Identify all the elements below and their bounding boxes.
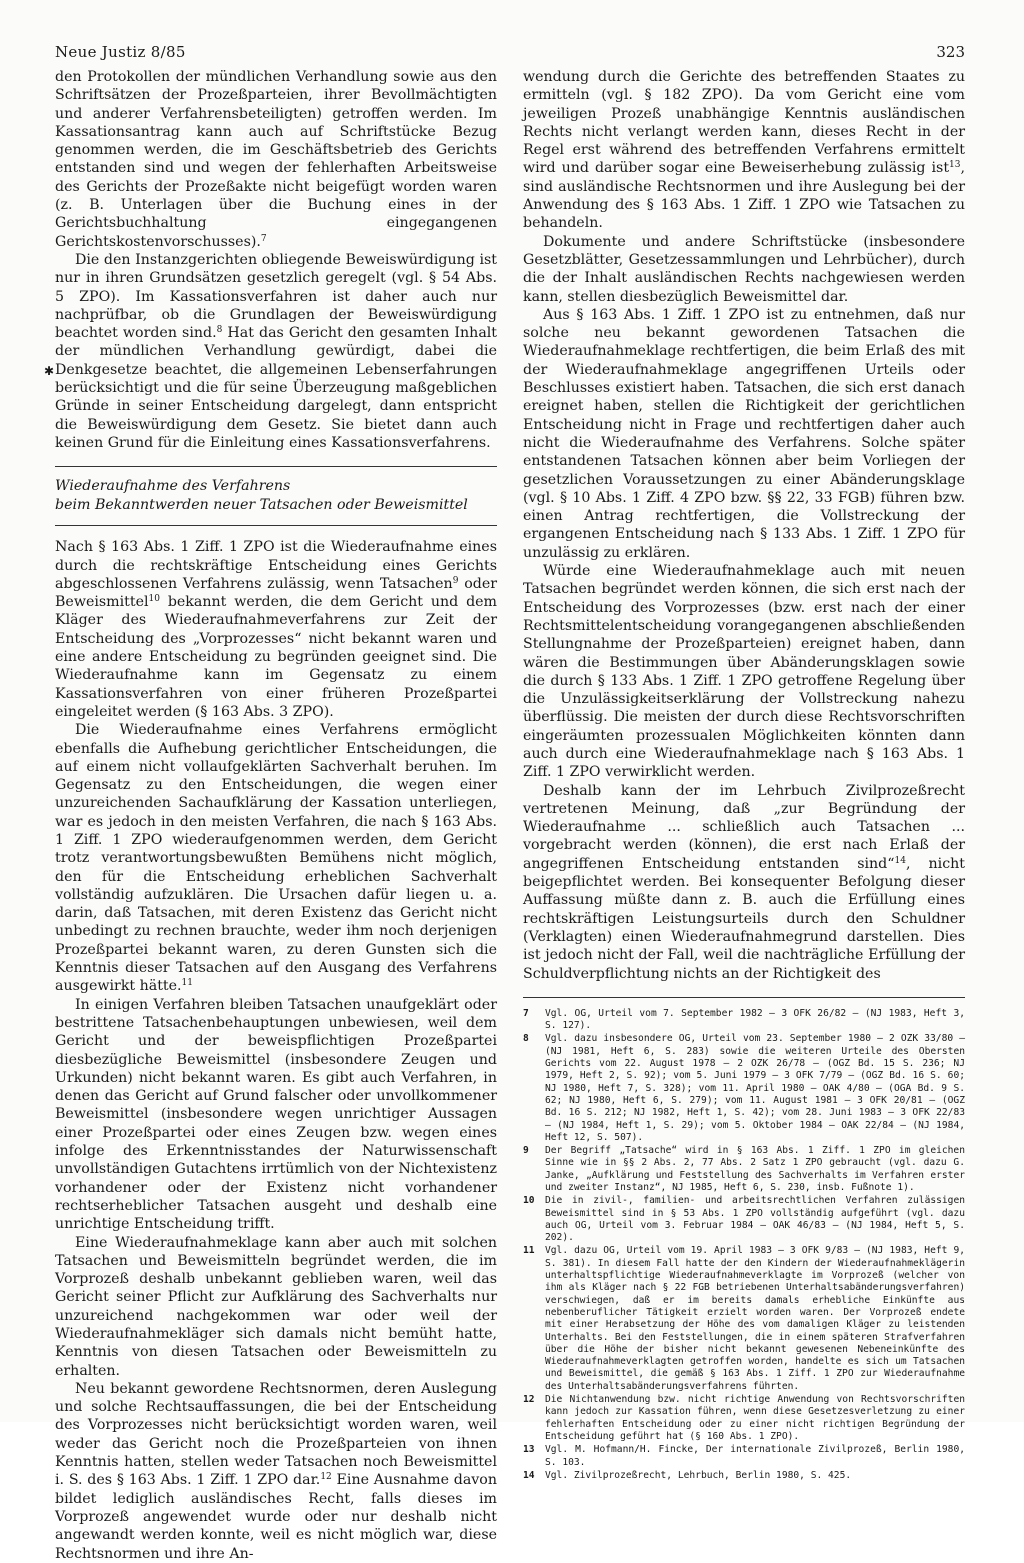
right-column (523, 68, 965, 1483)
section-heading-line: beim Bekanntwerden neuer Tatsachen oder Beweismittel (55, 497, 468, 514)
paragraph: Dokumente und andere Schriftstücke (insbesondere Gesetzblätter, Gesetzessammlungen und Lehrbücher), durch die der Inhalt ausländischen Rechts nachgewiesen werden kann, stellen diesbezüglich Beweismittel dar. (523, 233, 965, 305)
page-header (55, 43, 965, 65)
section-heading (55, 466, 497, 526)
footnote: 8 Vgl. dazu insbesondere OG, Urteil vom 23. September 1980 — 2 OZK 33/80 — (NJ 1981, Heft 6, S. 283) sowie die weiteren Urteile des Obersten Gerichts vom 22. August 1978 — 2 OZK 26/78 — (OGZ Bd. 15 S. 236; NJ 1979, Heft 2, S. 92); vom 5. Juni 1979 — 3 OFK 7/79 — (OGZ Bd. 16 S. 60; NJ 1980, Heft 7, S. 328); vom 11. April 1980 — OAK 4/80 — (OGA Bd. 9 S. 62; NJ 1980, Heft 6, S. 279); vom 11. August 1981 — 3 OFK 20/81 — (OGZ Bd. 16 S. 212; NJ 1982, Heft 1, S. 42); vom 28. Juni 1983 — 3 OFK 22/83 — (NJ 1984, Heft 1, S. 29); vom 5. Oktober 1984 — OAK 22/84 — (NJ 1984, Heft 12, S. 507). (523, 1033, 965, 1143)
paragraph: Deshalb kann der im Lehrbuch Zivilprozeßrecht vertretenen Meinung, daß „zur Begründung der Wiederaufnahme ... schließlich auch Tatsachen ... vorgebracht werden (können), die erst nach Erlaß der angegriffenen Entscheidung entstanden sind“$^{14}$, nicht beigepflichtet werden. Bei konsequenter Befolgung dieser Auffassung müßte dann z. B. auch die Erfüllung eines rechtskräftigen Leistungsurteils durch den Schuldner (Verklagten) einen Wiederaufnahmegrund darstellen. Dies ist jedoch nicht der Fall, weil die nachträgliche Erfüllung der Schuldverpflichtung nichts an der Richtigkeit des (523, 782, 965, 982)
page-number: 323 (936, 43, 965, 61)
paragraph: Aus § 163 Abs. 1 Ziff. 1 ZPO ist zu entnehmen, daß nur solche neu bekannt gewordenen Tatsachen die Wiederaufnahmeklage rechtfertigen, die beim Erlaß des mit der Wiederaufnahmeklage angegriffenen Urteils oder Beschlusses existiert haben. Tatsachen, die sich erst danach ereignet haben, stellen die Richtigkeit der gerichtlichen Entscheidung nicht in Frage und rechtfertigen daher auch nicht die Wiederaufnahme des Verfahrens. Solche später entstandenen Tatsachen können aber beim Vorliegen der gesetzlichen Voraussetzungen zu einer Abänderungsklage (vgl. § 10 Abs. 1 Ziff. 4 ZPO bzw. §§ 22, 33 FGB) führen bzw. einen Antrag rechtfertigen, die Vollstreckung der ergangenen Entscheidung nach § 133 Abs. 1 Ziff. 1 ZPO für unzulässig zu erklären. (523, 306, 965, 561)
footnote: 12 Die Nichtanwendung bzw. nicht richtige Anwendung von Rechtsvorschriften kann jedoch zur Kassation führen, wenn diese Gesetzesverletzung zu einer fehlerhaften Entscheidung oder zu einer nicht richtigen Begründung der Entscheidung geführt hat (§ 160 Abs. 1 ZPO). (523, 1394, 965, 1442)
left-column (55, 68, 497, 1563)
paragraph: den Protokollen der mündlichen Verhandlung sowie aus den Schriftsätzen der Prozeßparteien, ihrer Bevollmächtigten und anderer Verfahrensbeteiligten) getroffen werden. Im Kassationsantrag kann auch auf Schriftstücke Bezug genommen werden, die im Geschäftsbetrieb des Gerichts entstanden sind und wegen der fehlerhaften Arbeitsweise des Gerichts der Prozeßakte nicht beigefügt worden waren (z. B. Unterlagen über die Buchung eines in der Gerichtsbuchhaltung eingegangenen Gerichtskostenvorschusses).$^7$ (55, 69, 497, 250)
section-heading-line: Wiederaufnahme des Verfahrens (55, 478, 291, 495)
footnote: 10 Die in zivil-, familien- und arbeitsrechtlichen Verfahren zulässigen Beweismittel sind in § 53 Abs. 1 ZPO vollständig aufgeführt (vgl. dazu auch OG, Urteil vom 3. Februar 1984 — OAK 46/83 — (NJ 1984, Heft 5, S. 202). (523, 1195, 965, 1244)
paragraph: Nach § 163 Abs. 1 Ziff. 1 ZPO ist die Wiederaufnahme eines durch die rechtskräftige Entscheidung eines Gerichts abgeschlossenen Verfahrens zulässig, wenn Tatsachen$^9$ oder Beweismittel$^{10}$ bekannt werden, die dem Gericht und dem Kläger des Wiederaufnahmeverfahrens zur Zeit der Entscheidung des „Vorprozesses“ nicht bekannt waren und eine andere Entscheidung zu begründen geeignet sind. Die Wiederaufnahme kann im Gegensatz zu einem Kassationsverfahren von einer früheren Prozeßpartei eingeleitet werden (§ 163 Abs. 3 ZPO). (55, 539, 498, 720)
paragraph: wendung durch die Gerichte des betreffenden Staates zu ermitteln (vgl. § 182 ZPO). Da vom Gericht eine vom jeweiligen Prozeß unabhängige Kenntnis ausländischen Rechts nicht verlangt werden kann, dieses Recht in der Regel erst während des betreffenden Verfahrens ermittelt wird und darüber sogar eine Beweiserhebung zulässig ist$^{13}$, sind ausländische Rechtsnormen und ihre Auslegung bei der Anwendung des § 163 Abs. 1 Ziff. 1 ZPO wie Tatsachen zu behandeln. (523, 69, 965, 232)
margin-asterisk-mark: ✱ (44, 364, 55, 378)
paragraph: Eine Wiederaufnahmeklage kann aber auch mit solchen Tatsachen und Beweismitteln begründet werden, die im Vorprozeß deshalb unbekannt geblieben waren, weil das Gericht seiner Pflicht zur Aufklärung des Sachverhalts nur unzureichend nachgekommen war oder weil der Wiederaufnahmekläger sich damals nicht bemüht hatte, Kenntnis von diesen Tatsachen oder Beweismitteln zu erhalten. (55, 1234, 497, 1379)
footnote: 7 Vgl. OG, Urteil vom 7. September 1982 — 3 OFK 26/82 — (NJ 1983, Heft 3, S. 127). (523, 1007, 965, 1032)
paragraph: Würde eine Wiederaufnahmeklage auch mit neuen Tatsachen begründet werden können, die sich erst nach der Entscheidung des Vorprozesses (bzw. erst nach der einer Rechtsmittelentscheidung vorangegangenen abschließenden Stellungnahme der Prozeßparteien) ereignet haben, dann wären die Bestimmungen über Abänderungsklagen sowie die durch § 133 Abs. 1 Ziff. 1 ZPO getroffene Regelung über die Unzulässigkeitserklärung der Vollstreckung nahezu überflüssig. Die meisten der durch diese Rechtsvorschriften eingeräumten prozessualen Möglichkeiten könnten dann auch durch eine Wiederaufnahmeklage nach § 163 Abs. 1 Ziff. 1 ZPO verwirklicht werden. (523, 563, 965, 781)
paragraph: Neu bekannt gewordene Rechtsnormen, deren Auslegung und solche Rechtsauffassungen, die bei der Entscheidung des Vorprozesses nicht berücksichtigt worden waren, weil weder das Gericht noch die Prozeßparteien von ihnen Kenntnis hatten, stellen weder Tatsachen noch Beweismittel i. S. des § 163 Abs. 1 Ziff. 1 ZPO dar.$^{12}$ Eine Ausnahme davon bildet lediglich ausländisches Recht, falls dieses im Vorprozeß angewendet wurde oder nur deshalb nicht angewandt werden konnte, weil es nicht möglich war, diese Rechtsnormen und ihre An- (55, 1380, 497, 1562)
paragraph: Die Wiederaufnahme eines Verfahrens ermöglicht ebenfalls die Aufhebung gerichtlicher Entscheidungen, die auf einem nicht vollaufgeklärten Sachverhalt beruhen. Im Gegensatz zu den Entscheidungen, die wegen einer unzureichenden Sachaufklärung der Kassation unterliegen, war es jedoch in den meisten Verfahren, die nach § 163 Abs. 1 Ziff. 1 ZPO wiederaufgenommen werden, dem Gericht trotz verantwortungsbewußten Bemühens nicht möglich, den für die Entscheidung erheblichen Sachverhalt vollständig aufzuklären. Die Ursachen dafür liegen u. a. darin, daß Tatsachen, mit deren Existenz das Gericht nicht unbedingt zu rechnen brauchte, weder ihm noch derjenigen Prozeßpartei bekannt waren, zu deren Gunsten sich die Kenntnis dieser Tatsachen auf den Ausgang des Verfahrens ausgewirkt hätte.$^{11}$ (55, 722, 497, 995)
footnote: 14 Vgl. Zivilprozeßrecht, Lehrbuch, Berlin 1980, S. 425. (523, 1469, 852, 1481)
footnote-divider (523, 997, 965, 998)
paragraph: In einigen Verfahren bleiben Tatsachen unaufgeklärt oder bestrittene Tatsachenbehauptungen unbewiesen, weil dem Gericht und der beweispflichtigen Prozeßpartei diesbezügliche Beweismittel (insbesondere Zeugen und Urkunden) nicht bekannt waren. Es gibt auch Verfahren, in denen das Gericht auf Grund falscher oder unvollkommener Beweismittel (insbesondere wegen unrichtiger Aussagen einer Prozeßpartei oder eines Zeugen bzw. wegen eines infolge des Erkenntnisstandes der Naturwissenschaft unvollständigen Gutachtens irrtümlich von der Nichtexistenz vorhandener oder der Existenz nicht vorhandener rechtserheblicher Tatsachen ausgeht und deshalb eine unrichtige Entscheidung trifft. (55, 996, 497, 1233)
footnote: 11 Vgl. dazu OG, Urteil vom 19. April 1983 — 3 OFK 9/83 — (NJ 1983, Heft 9, S. 381). In diesem Fall hatte der den Kindern der Wiederaufnahmeklägerin unterhaltspflichtige Wiederaufnahmeverklagte im Vorprozeß (welcher von ihm als Kläger nach § 22 FGB betriebenen Unterhaltsabänderungsverfahren) verschwiegen, daß er im bereits damals erhebliche Einkünfte aus nebenberuflicher Tätigkeit erzielt worden waren. Der Vorprozeß endete mit einer Herabsetzung der Höhe des vom damaligen Kläger zu leistenden Unterhalts. Bei den Feststellungen, die in einem späteren Strafverfahren über die Höhe der bisher nicht bekannt gewesenen Nebeneinkünfte des Wiederaufnahmeverklagten getroffen worden, handelte es sich um Tatsachen und Beweismittel, die gemäß § 163 Abs. 1 Ziff. 1 ZPO zur Wiederaufnahme des Unterhaltsabänderungsverfahrens führten. (523, 1245, 965, 1392)
footnote: 9 Der Begriff „Tatsache“ wird in § 163 Abs. 1 Ziff. 1 ZPO im gleichen Sinne wie in §§ 2 Abs. 2, 77 Abs. 2 Satz 1 ZPO gebraucht (vgl. dazu G. Janke, „Aufklärung und Feststellung des Sachverhalts im Verfahren erster und zweiter Instanz“, NJ 1985, Heft 6, S. 230, insb. Fußnote 1). (523, 1145, 965, 1193)
paragraph: Die den Instanzgerichten obliegende Beweiswürdigung ist nur in ihren Grundsätzen gesetzlich geregelt (vgl. § 54 Abs. 5 ZPO). Im Kassationsverfahren ist daher auch nur nachprüfbar, ob die Grundlagen der Beweiswürdigung beachtet worden sind.$^8$ Hat das Gericht den gesamten Inhalt der mündlichen Verhandlung gewürdigt, dabei die Denkgesetze beachtet, die allgemeinen Lebenserfahrungen berücksichtigt und die für seine Überzeugung maßgeblichen Gründe in seiner Entscheidung dargelegt, dann entspricht die Beweiswürdigung dem Gesetz. Sie bietet dann auch keinen Grund für die Einleitung eines Kassationsverfahrens. (55, 251, 498, 451)
footnotes (523, 1008, 965, 1482)
footnote: 13 Vgl. M. Hofmann/H. Fincke, Der internationale Zivilprozeß, Berlin 1980, S. 103. (523, 1444, 965, 1468)
journal-title: Neue Justiz 8/85 (55, 43, 186, 61)
